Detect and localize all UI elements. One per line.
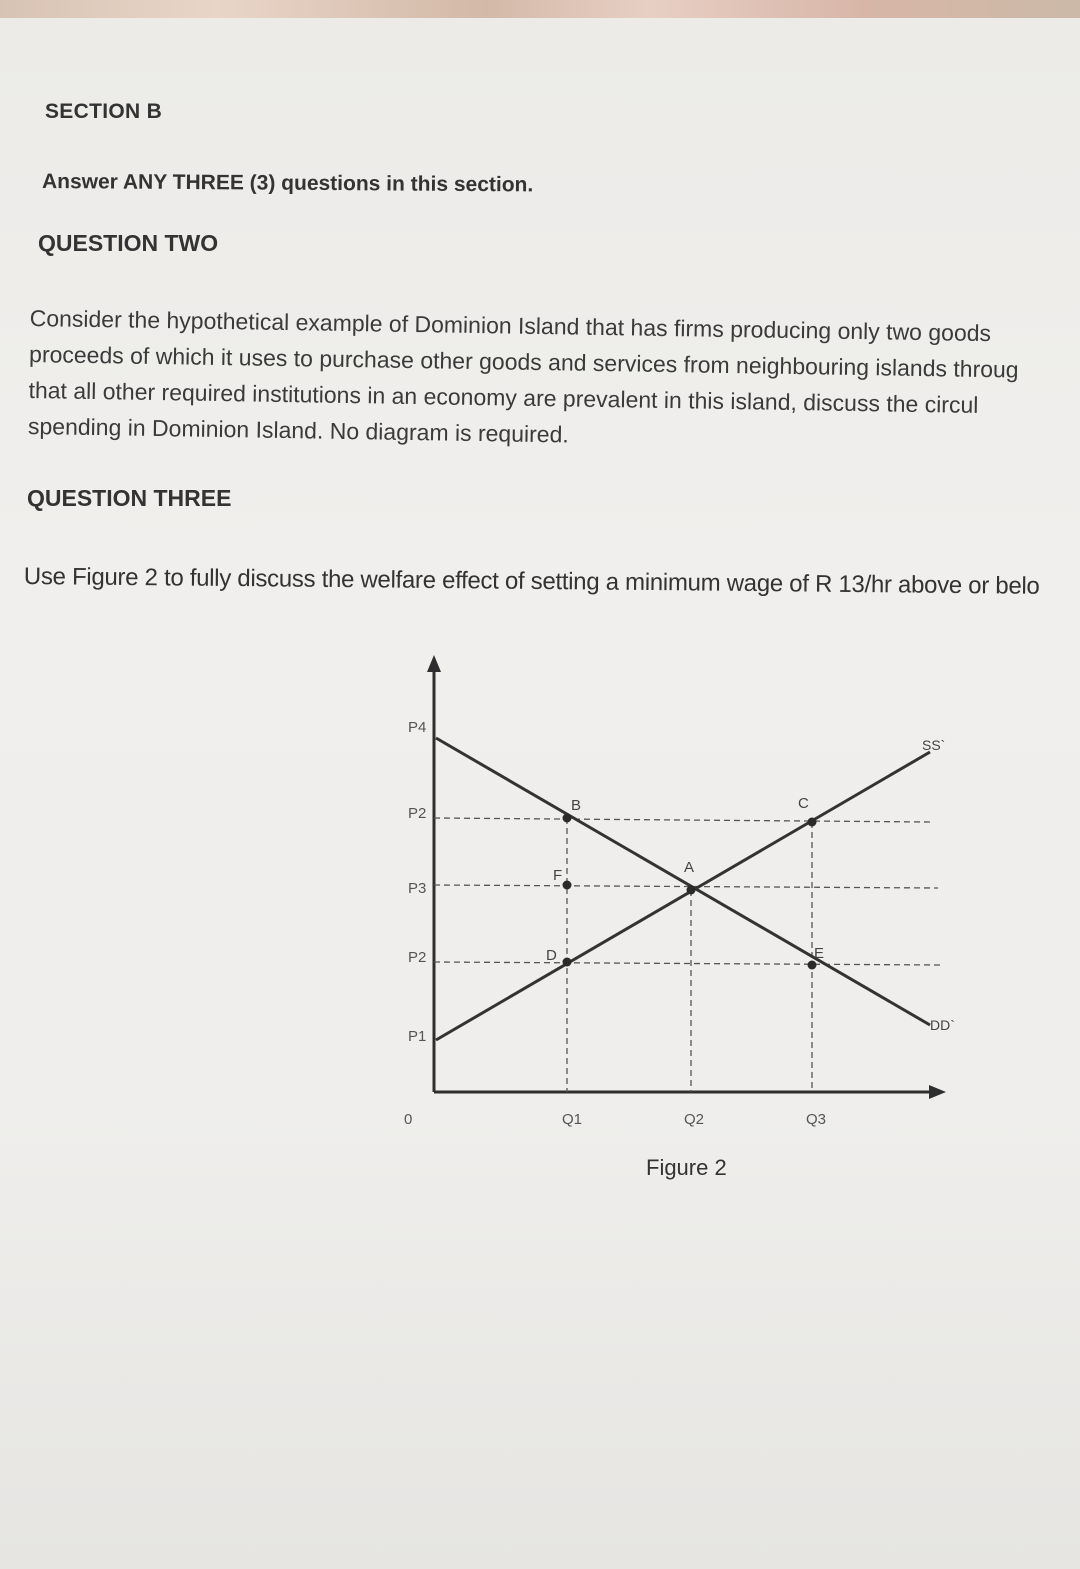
point-f-marker (563, 881, 572, 890)
question-two-line: Consider the hypothetical example of Dominion Island that has firms producing only two goods (29, 304, 992, 347)
price-line-p2-upper (434, 818, 930, 822)
demand-label: DD` (930, 1017, 955, 1033)
quantity-label-q3: Q3 (806, 1111, 827, 1128)
question-two-line: that all other required institutions in an economy are prevalent in this island, discuss the circul (28, 376, 979, 418)
supply-curve (436, 752, 930, 1040)
point-label-a: A (684, 859, 695, 876)
point-c-marker (808, 818, 817, 827)
origin-label: 0 (404, 1111, 413, 1128)
price-line-p3 (434, 885, 938, 888)
point-d-marker (563, 958, 572, 967)
question-two-line: proceeds of which it uses to purchase other goods and services from neighbouring islands throug (28, 340, 1019, 383)
question-three-heading: QUESTION THREE (27, 485, 232, 511)
quantity-label-q1: Q1 (562, 1111, 583, 1128)
point-label-c: C (798, 795, 809, 812)
question-two-heading: QUESTION TWO (38, 230, 219, 256)
price-label-p2-upper: P2 (408, 805, 427, 822)
x-axis-arrow-icon (929, 1085, 946, 1099)
point-label-b: B (571, 797, 582, 814)
figure-caption: Figure 2 (646, 1155, 727, 1180)
supply-label: SS` (922, 737, 946, 753)
point-label-f: F (553, 867, 563, 884)
price-label-p1: P1 (408, 1028, 427, 1045)
price-line-p2-lower (434, 962, 940, 965)
question-two-line: spending in Dominion Island. No diagram is required. (27, 412, 569, 448)
section-title: SECTION B (45, 100, 163, 123)
price-label-p4: P4 (408, 719, 427, 736)
point-label-e: E (814, 945, 825, 962)
price-label-p2-lower: P2 (408, 949, 427, 966)
quantity-label-q2: Q2 (684, 1111, 705, 1128)
point-b-marker (563, 814, 572, 823)
price-label-p3: P3 (408, 880, 427, 897)
instruction-text: Answer ANY THREE (3) questions in this section. (41, 170, 534, 197)
question-three-body: Use Figure 2 to fully discuss the welfare effect of setting a minimum wage of R 13/hr above or belo (23, 563, 1040, 600)
y-axis-arrow-icon (427, 655, 441, 672)
point-a-marker (687, 886, 696, 895)
point-label-d: D (546, 947, 557, 964)
demand-curve (436, 738, 930, 1025)
